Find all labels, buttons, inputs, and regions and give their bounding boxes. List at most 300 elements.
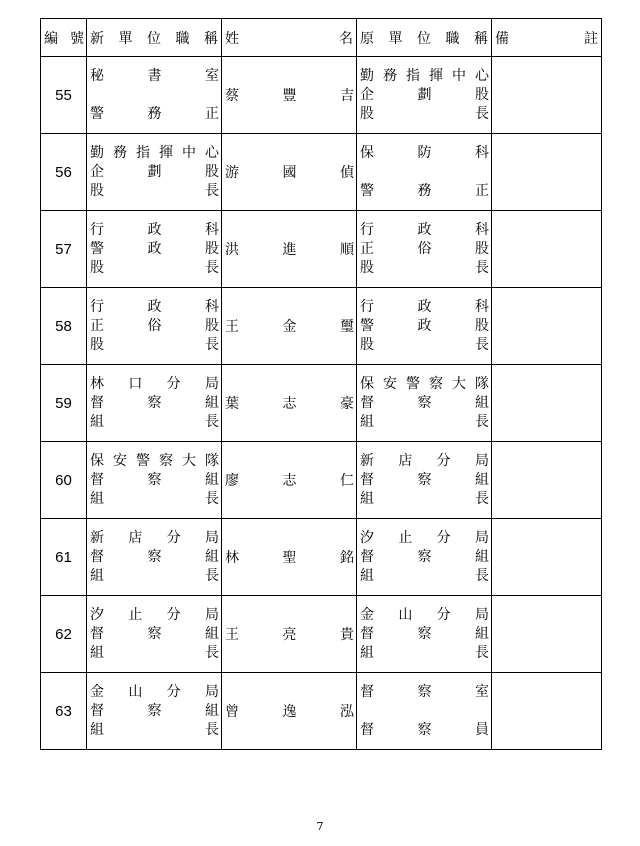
char: 局 bbox=[204, 529, 219, 546]
row-number: 63 bbox=[55, 702, 72, 720]
new-title bbox=[87, 57, 221, 133]
old-title-line bbox=[360, 702, 489, 721]
char: 企 bbox=[90, 163, 104, 180]
char: 察 bbox=[417, 721, 432, 738]
new-title bbox=[87, 211, 221, 287]
char: 位 bbox=[417, 31, 431, 47]
row-number: 59 bbox=[55, 394, 72, 412]
char: 新 bbox=[360, 452, 374, 469]
char: 俗 bbox=[417, 240, 432, 257]
char: 察 bbox=[429, 375, 443, 392]
char: 分 bbox=[436, 606, 451, 623]
char: 進 bbox=[282, 242, 297, 258]
note-cell bbox=[492, 365, 602, 442]
char: 察 bbox=[417, 471, 432, 488]
person-name bbox=[222, 211, 356, 287]
char: 林 bbox=[90, 375, 104, 392]
char: 室 bbox=[475, 683, 489, 700]
char: 督 bbox=[360, 471, 374, 488]
char: 長 bbox=[475, 644, 489, 661]
char: 名 bbox=[339, 31, 353, 47]
char: 王 bbox=[225, 319, 239, 335]
char: 股 bbox=[205, 317, 219, 334]
char: 督 bbox=[90, 394, 104, 411]
row-number-cell bbox=[41, 365, 87, 442]
header-note-cell bbox=[492, 19, 602, 57]
char: 組 bbox=[475, 548, 489, 565]
new-title-cell bbox=[87, 134, 222, 211]
char: 指 bbox=[136, 144, 150, 161]
char: 長 bbox=[205, 336, 219, 353]
old-title-cell bbox=[357, 442, 492, 519]
row-number-cell bbox=[41, 673, 87, 750]
new-title-line bbox=[90, 644, 219, 663]
old-title-line bbox=[360, 375, 489, 394]
char: 貴 bbox=[340, 627, 354, 643]
char: 蔡 bbox=[225, 88, 239, 104]
char: 俗 bbox=[147, 317, 162, 334]
char: 中 bbox=[452, 67, 466, 84]
note-cell bbox=[492, 134, 602, 211]
person-name-cell bbox=[222, 134, 357, 211]
new-title-line bbox=[90, 182, 219, 201]
char: 察 bbox=[147, 471, 162, 488]
new-title-line bbox=[90, 625, 219, 644]
char: 察 bbox=[417, 394, 432, 411]
row-number-cell bbox=[41, 519, 87, 596]
new-title-cell bbox=[87, 288, 222, 365]
char: 督 bbox=[90, 471, 104, 488]
char: 聖 bbox=[282, 550, 297, 566]
new-title-line bbox=[90, 240, 219, 259]
table-row bbox=[41, 519, 602, 596]
note-cell bbox=[492, 519, 602, 596]
char: 警 bbox=[360, 182, 374, 199]
new-title bbox=[87, 596, 221, 672]
new-title-line bbox=[90, 298, 219, 317]
char: 新 bbox=[90, 529, 104, 546]
char: 組 bbox=[475, 471, 489, 488]
old-title-cell bbox=[357, 134, 492, 211]
old-title-line bbox=[360, 548, 489, 567]
char: 豪 bbox=[340, 396, 354, 412]
person-name bbox=[222, 519, 356, 595]
char: 洪 bbox=[225, 242, 239, 258]
old-title-line bbox=[360, 644, 489, 663]
row-number: 56 bbox=[55, 163, 72, 181]
header-old-title-cell bbox=[357, 19, 492, 57]
char: 正 bbox=[205, 105, 219, 122]
char: 號 bbox=[70, 31, 84, 47]
char: 局 bbox=[474, 606, 489, 623]
char: 職 bbox=[175, 31, 190, 47]
char: 科 bbox=[475, 144, 489, 161]
row-number: 58 bbox=[55, 317, 72, 335]
char: 勤 bbox=[360, 67, 374, 84]
old-title-cell bbox=[357, 288, 492, 365]
char: 務 bbox=[147, 105, 162, 122]
new-title-line bbox=[90, 375, 219, 394]
row-number-cell bbox=[41, 211, 87, 288]
person-name bbox=[222, 442, 356, 518]
new-title-line bbox=[90, 548, 219, 567]
row-number: 57 bbox=[55, 240, 72, 258]
row-number: 61 bbox=[55, 548, 72, 566]
new-title-line bbox=[90, 259, 219, 278]
old-title-cell bbox=[357, 519, 492, 596]
person-name bbox=[222, 57, 356, 133]
note-cell bbox=[492, 596, 602, 673]
old-title-line bbox=[360, 413, 489, 432]
char: 分 bbox=[166, 375, 181, 392]
char: 督 bbox=[360, 683, 374, 700]
char: 務 bbox=[383, 67, 397, 84]
table-row bbox=[41, 596, 602, 673]
old-title-line bbox=[360, 567, 489, 586]
char: 心 bbox=[475, 67, 489, 84]
new-title-line bbox=[90, 606, 219, 625]
char: 分 bbox=[166, 529, 181, 546]
new-title-line bbox=[90, 86, 219, 105]
person-name bbox=[222, 365, 356, 441]
char: 分 bbox=[436, 529, 451, 546]
old-title-line bbox=[360, 606, 489, 625]
char: 豐 bbox=[282, 88, 297, 104]
page-number: 7 bbox=[316, 820, 324, 833]
char: 吉 bbox=[340, 88, 354, 104]
char: 察 bbox=[147, 625, 162, 642]
row-number-cell bbox=[41, 442, 87, 519]
old-title-cell bbox=[357, 673, 492, 750]
char: 林 bbox=[225, 550, 239, 566]
old-title bbox=[357, 519, 491, 595]
old-title-line bbox=[360, 394, 489, 413]
char: 督 bbox=[360, 721, 374, 738]
old-title bbox=[357, 365, 491, 441]
char: 員 bbox=[475, 721, 489, 738]
old-title-line bbox=[360, 471, 489, 490]
new-title-line bbox=[90, 67, 219, 86]
table-row bbox=[41, 365, 602, 442]
char: 局 bbox=[474, 529, 489, 546]
header-name bbox=[222, 28, 356, 47]
table-row bbox=[41, 673, 602, 750]
char: 止 bbox=[128, 606, 143, 623]
person-name-cell bbox=[222, 673, 357, 750]
char: 警 bbox=[406, 375, 420, 392]
char: 止 bbox=[398, 529, 413, 546]
char: 店 bbox=[398, 452, 413, 469]
table-row bbox=[41, 442, 602, 519]
table-row bbox=[41, 57, 602, 134]
person-name bbox=[222, 673, 356, 749]
old-title-line bbox=[360, 240, 489, 259]
header-old-title bbox=[357, 28, 491, 47]
new-title-cell bbox=[87, 519, 222, 596]
char: 警 bbox=[90, 240, 104, 257]
old-title bbox=[357, 57, 491, 133]
old-title-cell bbox=[357, 365, 492, 442]
char: 大 bbox=[182, 452, 196, 469]
char: 組 bbox=[360, 413, 374, 430]
char: 組 bbox=[360, 567, 374, 584]
old-title-line bbox=[360, 221, 489, 240]
new-title-line bbox=[90, 105, 219, 124]
char: 長 bbox=[475, 259, 489, 276]
char: 山 bbox=[128, 683, 143, 700]
table-row bbox=[41, 211, 602, 288]
old-title-cell bbox=[357, 211, 492, 288]
note-cell bbox=[492, 57, 602, 134]
char: 股 bbox=[90, 336, 104, 353]
new-title-cell bbox=[87, 211, 222, 288]
char: 股 bbox=[475, 86, 489, 103]
new-title-line bbox=[90, 529, 219, 548]
char: 組 bbox=[90, 721, 104, 738]
char: 金 bbox=[282, 319, 297, 335]
char: 揮 bbox=[429, 67, 443, 84]
old-title-line bbox=[360, 144, 489, 163]
person-name bbox=[222, 288, 356, 364]
old-title-line bbox=[360, 336, 489, 355]
char: 劃 bbox=[417, 86, 432, 103]
char: 逸 bbox=[282, 704, 297, 720]
char: 王 bbox=[225, 627, 239, 643]
table-row bbox=[41, 134, 602, 211]
header-new-title bbox=[87, 28, 221, 47]
person-name-cell bbox=[222, 442, 357, 519]
person-name-cell bbox=[222, 288, 357, 365]
char: 長 bbox=[475, 567, 489, 584]
new-title-cell bbox=[87, 365, 222, 442]
person-name-cell bbox=[222, 57, 357, 134]
old-title bbox=[357, 673, 491, 749]
old-title bbox=[357, 134, 491, 210]
char: 組 bbox=[205, 548, 219, 565]
person-name-cell bbox=[222, 596, 357, 673]
header-number bbox=[41, 28, 86, 47]
char: 順 bbox=[340, 242, 354, 258]
char: 金 bbox=[90, 683, 104, 700]
new-title-line bbox=[90, 144, 219, 163]
char: 政 bbox=[417, 298, 432, 315]
char: 務 bbox=[113, 144, 127, 161]
char: 組 bbox=[205, 702, 219, 719]
char: 保 bbox=[360, 375, 374, 392]
new-title-line bbox=[90, 413, 219, 432]
char: 稱 bbox=[204, 31, 218, 47]
row-number-cell bbox=[41, 134, 87, 211]
char: 科 bbox=[205, 221, 219, 238]
char: 股 bbox=[205, 163, 219, 180]
char: 銘 bbox=[340, 550, 354, 566]
new-title bbox=[87, 134, 221, 210]
old-title-line bbox=[360, 86, 489, 105]
char: 組 bbox=[90, 490, 104, 507]
person-name-cell bbox=[222, 365, 357, 442]
row-number: 55 bbox=[55, 86, 72, 104]
char: 隊 bbox=[205, 452, 219, 469]
char: 股 bbox=[360, 259, 374, 276]
char: 長 bbox=[205, 644, 219, 661]
char: 警 bbox=[136, 452, 150, 469]
char: 口 bbox=[128, 375, 143, 392]
char: 保 bbox=[90, 452, 104, 469]
header-note bbox=[492, 28, 601, 47]
new-title-line bbox=[90, 394, 219, 413]
old-title-line bbox=[360, 317, 489, 336]
char: 長 bbox=[475, 413, 489, 430]
char: 局 bbox=[204, 606, 219, 623]
char: 店 bbox=[128, 529, 143, 546]
new-title-line bbox=[90, 567, 219, 586]
char: 中 bbox=[182, 144, 196, 161]
header-new-title-cell bbox=[87, 19, 222, 57]
char: 行 bbox=[360, 221, 374, 238]
char: 長 bbox=[205, 567, 219, 584]
char: 督 bbox=[90, 548, 104, 565]
char: 稱 bbox=[474, 31, 488, 47]
char: 組 bbox=[205, 394, 219, 411]
char: 務 bbox=[417, 182, 432, 199]
char: 隊 bbox=[475, 375, 489, 392]
row-number-cell bbox=[41, 288, 87, 365]
char: 督 bbox=[360, 548, 374, 565]
char: 長 bbox=[475, 105, 489, 122]
char: 職 bbox=[445, 31, 460, 47]
table-row bbox=[41, 288, 602, 365]
char: 科 bbox=[205, 298, 219, 315]
char: 國 bbox=[282, 165, 297, 181]
char: 組 bbox=[205, 471, 219, 488]
new-title-cell bbox=[87, 596, 222, 673]
char: 單 bbox=[118, 31, 133, 47]
char: 股 bbox=[360, 336, 374, 353]
person-name bbox=[222, 596, 356, 672]
row-number-cell bbox=[41, 596, 87, 673]
char: 指 bbox=[406, 67, 420, 84]
char: 行 bbox=[360, 298, 374, 315]
char: 葉 bbox=[225, 396, 239, 412]
char: 行 bbox=[90, 221, 104, 238]
note-cell bbox=[492, 673, 602, 750]
char: 安 bbox=[383, 375, 397, 392]
note-cell bbox=[492, 442, 602, 519]
char: 心 bbox=[205, 144, 219, 161]
char: 組 bbox=[90, 644, 104, 661]
char: 單 bbox=[388, 31, 403, 47]
old-title-line bbox=[360, 105, 489, 124]
char: 組 bbox=[90, 567, 104, 584]
new-title-line bbox=[90, 336, 219, 355]
char: 編 bbox=[44, 31, 58, 47]
char: 偵 bbox=[340, 165, 354, 181]
char: 金 bbox=[360, 606, 374, 623]
char: 游 bbox=[225, 165, 239, 181]
char: 督 bbox=[360, 394, 374, 411]
char: 山 bbox=[398, 606, 413, 623]
char: 長 bbox=[475, 336, 489, 353]
new-title-cell bbox=[87, 442, 222, 519]
char: 股 bbox=[475, 240, 489, 257]
header-number-cell bbox=[41, 19, 87, 57]
char: 察 bbox=[147, 702, 162, 719]
char: 組 bbox=[360, 644, 374, 661]
old-title-line bbox=[360, 683, 489, 702]
char: 察 bbox=[417, 683, 432, 700]
char: 秘 bbox=[90, 67, 104, 84]
new-title-line bbox=[90, 721, 219, 740]
new-title bbox=[87, 519, 221, 595]
char: 政 bbox=[417, 221, 432, 238]
char: 督 bbox=[90, 625, 104, 642]
char: 察 bbox=[147, 548, 162, 565]
char: 警 bbox=[360, 317, 374, 334]
note-cell bbox=[492, 211, 602, 288]
char: 註 bbox=[584, 31, 598, 47]
char: 保 bbox=[360, 144, 374, 161]
new-title-cell bbox=[87, 57, 222, 134]
new-title-line bbox=[90, 683, 219, 702]
person-name-cell bbox=[222, 519, 357, 596]
char: 股 bbox=[90, 182, 104, 199]
char: 原 bbox=[360, 31, 374, 47]
old-title-line bbox=[360, 163, 489, 182]
old-title-line bbox=[360, 721, 489, 740]
char: 警 bbox=[90, 105, 104, 122]
char: 揮 bbox=[159, 144, 173, 161]
char: 政 bbox=[147, 298, 162, 315]
old-title bbox=[357, 288, 491, 364]
old-title-line bbox=[360, 490, 489, 509]
char: 長 bbox=[205, 721, 219, 738]
char: 曾 bbox=[225, 704, 239, 720]
char: 察 bbox=[147, 394, 162, 411]
char: 正 bbox=[90, 317, 104, 334]
char: 大 bbox=[452, 375, 466, 392]
char: 股 bbox=[205, 240, 219, 257]
new-title-line bbox=[90, 471, 219, 490]
char: 局 bbox=[204, 683, 219, 700]
char: 志 bbox=[282, 473, 297, 489]
char: 廖 bbox=[225, 473, 239, 489]
new-title-line bbox=[90, 317, 219, 336]
char: 企 bbox=[360, 86, 374, 103]
char: 組 bbox=[90, 413, 104, 430]
char: 政 bbox=[417, 317, 432, 334]
char: 汐 bbox=[360, 529, 374, 546]
char: 長 bbox=[205, 490, 219, 507]
char: 長 bbox=[205, 259, 219, 276]
char: 股 bbox=[90, 259, 104, 276]
char: 政 bbox=[147, 240, 162, 257]
char: 察 bbox=[417, 548, 432, 565]
char: 志 bbox=[282, 396, 297, 412]
person-name bbox=[222, 134, 356, 210]
char: 長 bbox=[205, 182, 219, 199]
char: 亮 bbox=[282, 627, 297, 643]
char: 局 bbox=[474, 452, 489, 469]
char: 督 bbox=[90, 702, 104, 719]
row-number-cell bbox=[41, 57, 87, 134]
char: 察 bbox=[159, 452, 173, 469]
char: 正 bbox=[475, 182, 489, 199]
old-title-line bbox=[360, 298, 489, 317]
old-title-line bbox=[360, 529, 489, 548]
char: 位 bbox=[147, 31, 161, 47]
char: 分 bbox=[436, 452, 451, 469]
personnel-table bbox=[40, 18, 602, 750]
